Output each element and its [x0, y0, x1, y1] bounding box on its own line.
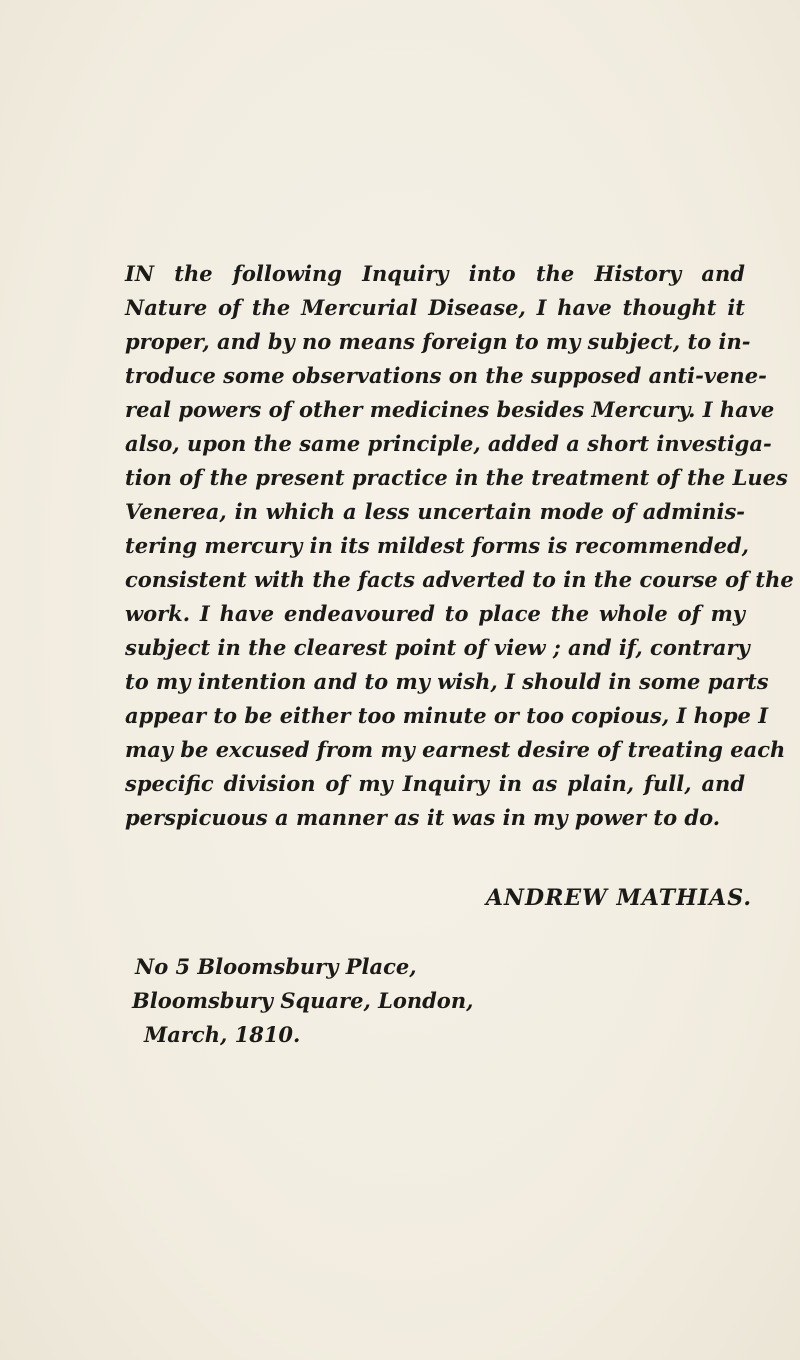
author-signature: ANDREW MATHIAS. — [485, 885, 752, 911]
preface-line: may be excused from my earnest desire of treating each — [125, 737, 786, 762]
preface-line: proper, and by no means foreign to my subject, to in- — [125, 329, 751, 354]
preface-line: real powers of other medicines besides Mercury. I have — [125, 397, 775, 422]
preface-line: specific division of my Inquiry in as plain, full, and — [125, 771, 745, 796]
preface-line: perspicuous a manner as it was in my power to do. — [125, 805, 721, 830]
preface-line: work. I have endeavoured to place the whole of my — [125, 601, 745, 626]
address-line-date: March, 1810. — [144, 1022, 301, 1047]
preface-line: tering mercury in its mildest forms is recommended, — [125, 533, 749, 558]
address-line-street: No 5 Bloomsbury Place, — [135, 954, 417, 979]
preface-line: also, upon the same principle, added a short investiga- — [125, 431, 772, 456]
preface-line: IN the following Inquiry into the History and — [125, 261, 745, 286]
preface-line: tion of the present practice in the treatment of the Lues — [125, 465, 788, 490]
author-address — [132, 950, 473, 1052]
preface-line: consistent with the facts adverted to in the course of the — [125, 567, 794, 592]
preface-line: to my intention and to my wish, I should in some parts — [125, 669, 769, 694]
preface-text — [125, 257, 794, 835]
preface-line: subject in the clearest point of view ; and if, contrary — [125, 635, 750, 660]
preface-line: Venerea, in which a less uncertain mode of adminis- — [125, 499, 745, 524]
address-line-square: Bloomsbury Square, London, — [132, 988, 474, 1013]
preface-line: appear to be either too minute or too copious, I hope I — [125, 703, 769, 728]
preface-line: troduce some observations on the supposed anti-vene- — [125, 363, 767, 388]
preface-line: Nature of the Mercurial Disease, I have thought it — [125, 295, 745, 320]
